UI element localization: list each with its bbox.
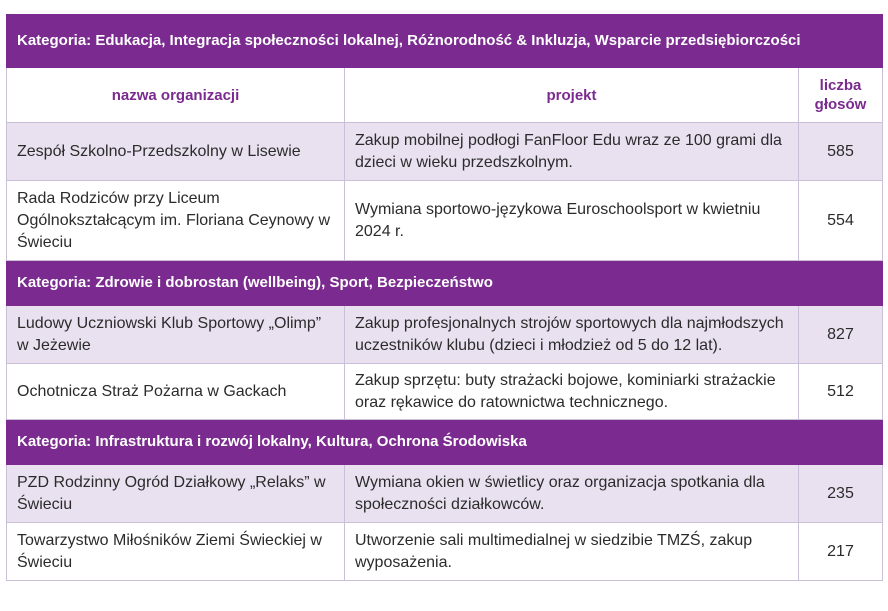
project-column-header: projekt <box>345 68 799 123</box>
project-cell: Wymiana sportowo-językowa Euroschoolsport w kwietniu 2024 r. <box>345 181 799 261</box>
table-row <box>7 123 883 181</box>
category-title: Kategoria: Zdrowie i dobrostan (wellbeing), Sport, Bezpieczeństwo <box>7 261 883 306</box>
organization-cell: Rada Rodziców przy Liceum Ogólnokształcącym im. Floriana Ceynowy w Świeciu <box>7 181 345 261</box>
results-table-container <box>6 14 882 581</box>
category-row <box>7 15 883 68</box>
organization-cell: Zespół Szkolno-Przedszkolny w Lisewie <box>7 123 345 181</box>
votes-column-header: liczba głosów <box>799 68 883 123</box>
votes-cell: 235 <box>799 465 883 523</box>
results-table <box>6 14 883 581</box>
category-row <box>7 420 883 465</box>
organization-cell: PZD Rodzinny Ogród Działkowy „Relaks” w Świeciu <box>7 465 345 523</box>
column-header-row <box>7 68 883 123</box>
category-row <box>7 261 883 306</box>
project-cell: Wymiana okien w świetlicy oraz organizacja spotkania dla społeczności działkowców. <box>345 465 799 523</box>
table-row <box>7 364 883 420</box>
category-title: Kategoria: Edukacja, Integracja społeczności lokalnej, Różnorodność & Inkluzja, Wsparcie przedsiębiorczości <box>7 15 883 68</box>
table-row <box>7 306 883 364</box>
organization-cell: Ludowy Uczniowski Klub Sportowy „Olimp” w Jeżewie <box>7 306 345 364</box>
project-cell: Zakup mobilnej podłogi FanFloor Edu wraz ze 100 grami dla dzieci w wieku przedszkolnym. <box>345 123 799 181</box>
votes-cell: 512 <box>799 364 883 420</box>
votes-cell: 827 <box>799 306 883 364</box>
project-cell: Zakup sprzętu: buty strażacki bojowe, kominiarki strażackie oraz rękawice do ratownictwa technicznego. <box>345 364 799 420</box>
project-cell: Utworzenie sali multimedialnej w siedzibie TMZŚ, zakup wyposażenia. <box>345 523 799 581</box>
votes-cell: 554 <box>799 181 883 261</box>
votes-cell: 585 <box>799 123 883 181</box>
table-row <box>7 181 883 261</box>
organization-column-header: nazwa organizacji <box>7 68 345 123</box>
table-row <box>7 523 883 581</box>
table-row <box>7 465 883 523</box>
project-cell: Zakup profesjonalnych strojów sportowych dla najmłodszych uczestników klubu (dzieci i młodzież od 5 do 12 lat). <box>345 306 799 364</box>
category-title: Kategoria: Infrastruktura i rozwój lokalny, Kultura, Ochrona Środowiska <box>7 420 883 465</box>
organization-cell: Ochotnicza Straż Pożarna w Gackach <box>7 364 345 420</box>
organization-cell: Towarzystwo Miłośników Ziemi Świeckiej w Świeciu <box>7 523 345 581</box>
votes-cell: 217 <box>799 523 883 581</box>
